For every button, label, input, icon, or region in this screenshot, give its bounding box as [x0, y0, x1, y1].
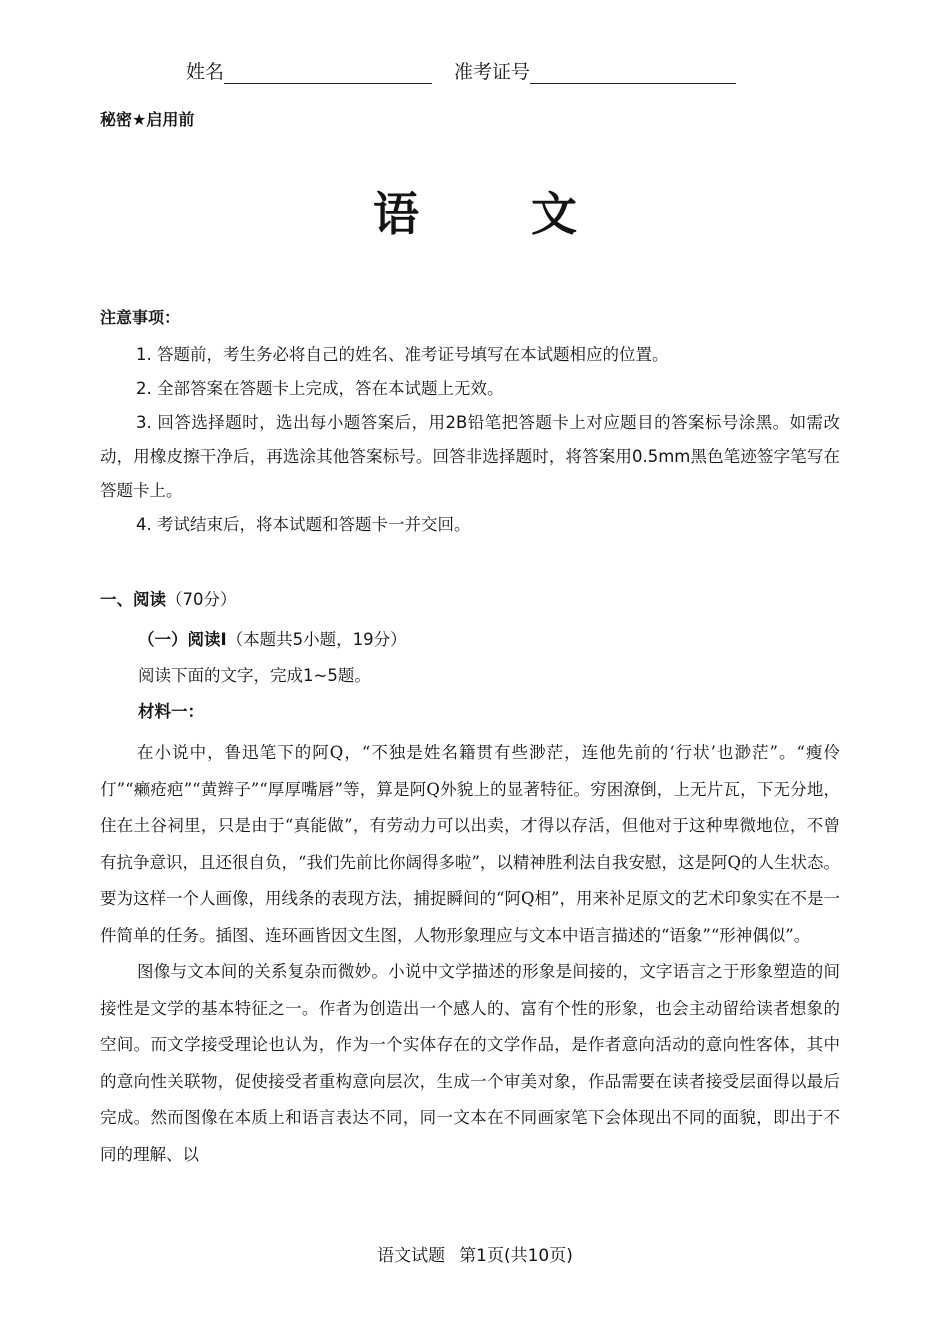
notice-title: 注意事项：: [100, 308, 181, 327]
section-title: 一、阅读: [100, 590, 166, 609]
candidate-info-row: [186, 50, 766, 84]
notice-list: [100, 338, 840, 542]
subsection-title: （一）阅读Ⅰ: [138, 630, 227, 649]
name-label: 姓名: [186, 61, 225, 83]
notice-item: 4. 考试结束后，将本试题和答题卡一并交回。: [136, 515, 471, 534]
material-label: 材料一：: [138, 702, 204, 721]
passage-paragraph: 在小说中，鲁迅笔下的阿Q，“不独是姓名籍贯有些渺茫，连他先前的‘行状’也渺茫”。“瘦伶仃”“癞疮疤”“黄辫子”“厚厚嘴唇”等，算是阿Q外貌上的显著特征。穷困潦倒，上无片瓦，下无分地，住在土谷祠里，只是由于“真能做”，有劳动力可以出卖，才得以存活，但他对于这种卑微地位，不曾有抗争意识，且还很自负，“我们先前比你阔得多啦”，以精神胜利法自我安慰，这是阿Q的人生状态。要为这样一个人画像，用线条的表现方法，捕捉瞬间的“阿Q相”，用来补足原文的艺术印象实在不是一件简单的任务。插图、连环画皆因文生图，人物形象理应与文本中语言描述的“语象”“形神偶似”。: [100, 743, 840, 945]
footer-page-number: 第1页(共10页): [459, 1246, 573, 1266]
passage-paragraph: 图像与文本间的关系复杂而微妙。小说中文学描述的形象是间接的，文字语言之于形象塑造的间接性是文学的基本特征之一。作者为创造出一个感人的、富有个性的形象，也会主动留给读者想象的空间。而文学接受理论也认为，作为一个实体存在的文学作品，是作者意向活动的意向性客体，其中的意向性关联物，促使接受者重构意向层次，生成一个审美对象，作品需要在读者接受层面得以最后完成。然而图像在本质上和语言表达不同，同一文本在不同画家笔下会体现出不同的面貌，即出于不同的理解、以: [100, 962, 840, 1164]
subsection-note: （本题共5小题，19分）: [226, 630, 407, 649]
subsection-block: [138, 622, 407, 730]
section-score: （70分）: [166, 590, 237, 609]
exam-id-label: 准考证号: [454, 61, 531, 83]
reading-passage: [100, 735, 840, 1173]
notice-item: 2. 全部答案在答题卡上完成，答在本试题上无效。: [136, 379, 504, 398]
reading-instruction: 阅读下面的文字，完成1~5题。: [138, 666, 371, 685]
page-footer: [0, 1241, 950, 1266]
name-blank-line: [224, 63, 432, 84]
exam-id-blank-line: [530, 63, 736, 84]
notice-item: 3. 回答选择题时，选出每小题答案后，用2B铅笔把答题卡上对应题目的答案标号涂黑。如需改动，用橡皮擦干净后，再选涂其他答案标号。回答非选择题时，将答案用0.5mm黑色笔迹签字笔写在答题卡上。: [100, 413, 840, 500]
footer-subject: 语文试题: [377, 1246, 446, 1266]
subject-title: 语 文: [372, 187, 625, 241]
subsection-heading: [138, 622, 407, 658]
notice-item: 1. 答题前，考生务必将自己的姓名、准考证号填写在本试题相应的位置。: [136, 345, 669, 364]
secret-mark: 秘密★启用前: [100, 110, 195, 129]
section-heading: [100, 586, 237, 610]
